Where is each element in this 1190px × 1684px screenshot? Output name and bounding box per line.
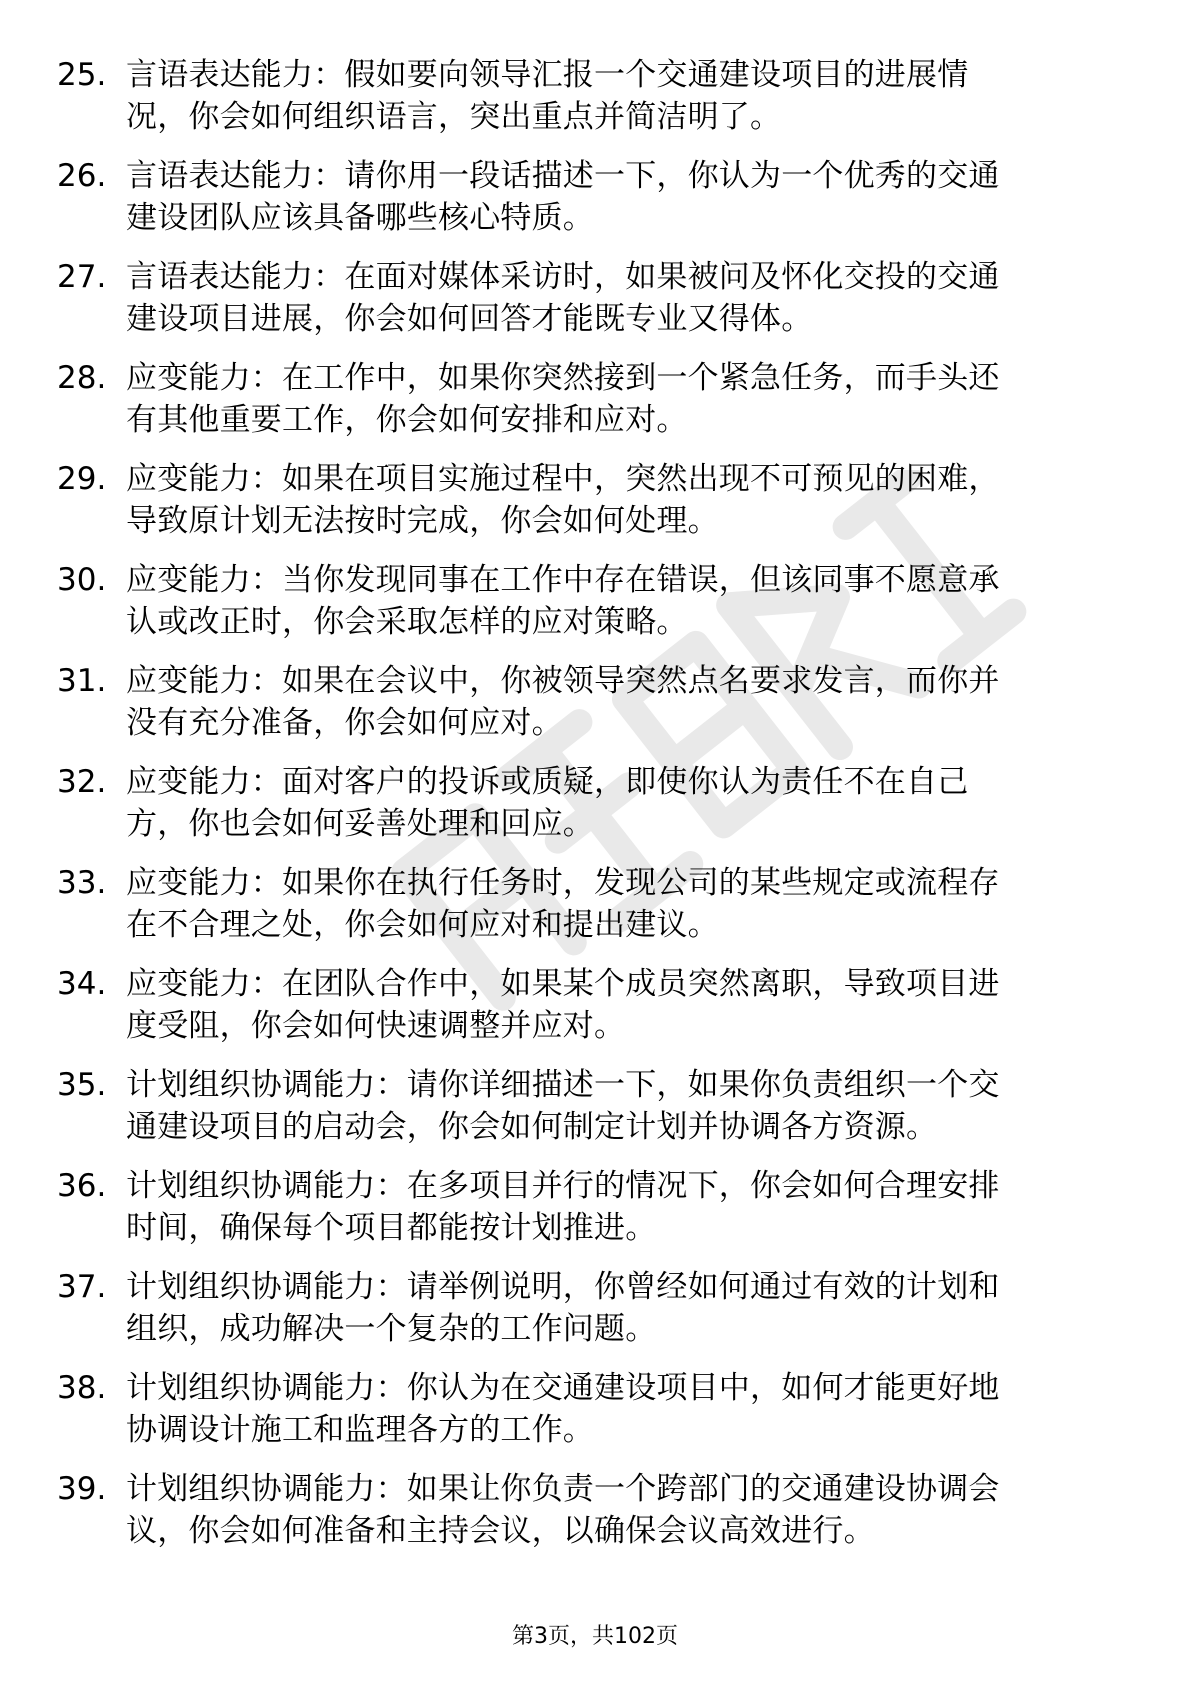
question-text-line: 言语表达能力：请你用一段话描述一下，你认为一个优秀的交通 (126, 158, 1000, 194)
question-number: 30. (57, 562, 107, 598)
question-text-line: 有其他重要工作，你会如何安排和应对。 (126, 402, 688, 438)
question-item (0, 761, 1190, 845)
question-text-line: 应变能力：如果你在执行任务时，发现公司的某些规定或流程存 (126, 865, 1000, 901)
question-text-line: 应变能力：在工作中，如果你突然接到一个紧急任务，而手头还 (126, 360, 1000, 396)
question-item (0, 54, 1190, 138)
question-text-line: 计划组织协调能力：请举例说明，你曾经如何通过有效的计划和 (126, 1269, 1000, 1305)
question-number: 32. (57, 764, 107, 800)
question-text-line: 议，你会如何准备和主持会议，以确保会议高效进行。 (126, 1513, 875, 1549)
question-item (0, 155, 1190, 239)
question-number: 37. (57, 1269, 107, 1305)
question-text-line: 计划组织协调能力：你认为在交通建设项目中，如何才能更好地 (126, 1370, 1000, 1406)
question-text-line: 方，你也会如何妥善处理和回应。 (126, 806, 594, 842)
question-item (0, 256, 1190, 340)
question-text (126, 357, 1116, 441)
question-text-line: 导致原计划无法按时完成，你会如何处理。 (126, 503, 719, 539)
question-text-line: 计划组织协调能力：在多项目并行的情况下，你会如何合理安排 (126, 1168, 1000, 1204)
question-item (0, 862, 1190, 946)
question-text (126, 458, 1116, 542)
question-number: 39. (57, 1471, 107, 1507)
question-number: 27. (57, 259, 107, 295)
question-text (126, 155, 1116, 239)
question-item (0, 1064, 1190, 1148)
question-text-line: 通建设项目的启动会，你会如何制定计划并协调各方资源。 (126, 1109, 938, 1145)
question-text (126, 761, 1116, 845)
question-text-line: 度受阻，你会如何快速调整并应对。 (126, 1008, 626, 1044)
question-item (0, 1367, 1190, 1451)
question-text-line: 在不合理之处，你会如何应对和提出建议。 (126, 907, 719, 943)
question-number: 36. (57, 1168, 107, 1204)
question-text-line: 认或改正时，你会采取怎样的应对策略。 (126, 604, 688, 640)
question-text (126, 54, 1116, 138)
question-text-line: 协调设计施工和监理各方的工作。 (126, 1412, 594, 1448)
question-item (0, 357, 1190, 441)
question-item (0, 660, 1190, 744)
question-text-line: 应变能力：如果在会议中，你被领导突然点名要求发言，而你并 (126, 663, 1000, 699)
question-text (126, 963, 1116, 1047)
question-text (126, 1367, 1116, 1451)
question-number: 33. (57, 865, 107, 901)
question-text-line: 言语表达能力：在面对媒体采访时，如果被问及怀化交投的交通 (126, 259, 1000, 295)
question-list (0, 54, 1190, 1569)
question-text-line: 应变能力：面对客户的投诉或质疑，即使你认为责任不在自己 (126, 764, 969, 800)
question-number: 28. (57, 360, 107, 396)
question-text-line: 言语表达能力：假如要向领导汇报一个交通建设项目的进展情 (126, 57, 969, 93)
question-text-line: 时间，确保每个项目都能按计划推进。 (126, 1210, 657, 1246)
question-text-line: 计划组织协调能力：如果让你负责一个跨部门的交通建设协调会 (126, 1471, 1000, 1507)
question-number: 34. (57, 966, 107, 1002)
page-number-label: 第3页，共102页 (512, 1624, 678, 1649)
question-text (126, 660, 1116, 744)
question-text (126, 256, 1116, 340)
question-number: 35. (57, 1067, 107, 1103)
question-text (126, 1468, 1116, 1552)
question-item (0, 458, 1190, 542)
question-text (126, 1165, 1116, 1249)
question-text (126, 559, 1116, 643)
question-text-line: 建设项目进展，你会如何回答才能既专业又得体。 (126, 301, 813, 337)
question-text-line: 组织，成功解决一个复杂的工作问题。 (126, 1311, 657, 1347)
question-text (126, 862, 1116, 946)
question-item (0, 1165, 1190, 1249)
question-item (0, 963, 1190, 1047)
question-text-line: 况，你会如何组织语言，突出重点并简洁明了。 (126, 99, 782, 135)
page-footer (0, 1622, 1190, 1652)
question-text-line: 应变能力：如果在项目实施过程中，突然出现不可预见的困难， (126, 461, 1000, 497)
question-text (126, 1064, 1116, 1148)
question-number: 38. (57, 1370, 107, 1406)
question-text-line: 建设团队应该具备哪些核心特质。 (126, 200, 594, 236)
question-number: 31. (57, 663, 107, 699)
question-text (126, 1266, 1116, 1350)
question-text-line: 计划组织协调能力：请你详细描述一下，如果你负责组织一个交 (126, 1067, 1000, 1103)
question-item (0, 1468, 1190, 1552)
question-text-line: 没有充分准备，你会如何应对。 (126, 705, 563, 741)
question-number: 26. (57, 158, 107, 194)
question-item (0, 1266, 1190, 1350)
question-text-line: 应变能力：在团队合作中，如果某个成员突然离职，导致项目进 (126, 966, 1000, 1002)
question-item (0, 559, 1190, 643)
question-text-line: 应变能力：当你发现同事在工作中存在错误，但该同事不愿意承 (126, 562, 1000, 598)
question-number: 25. (57, 57, 107, 93)
question-number: 29. (57, 461, 107, 497)
